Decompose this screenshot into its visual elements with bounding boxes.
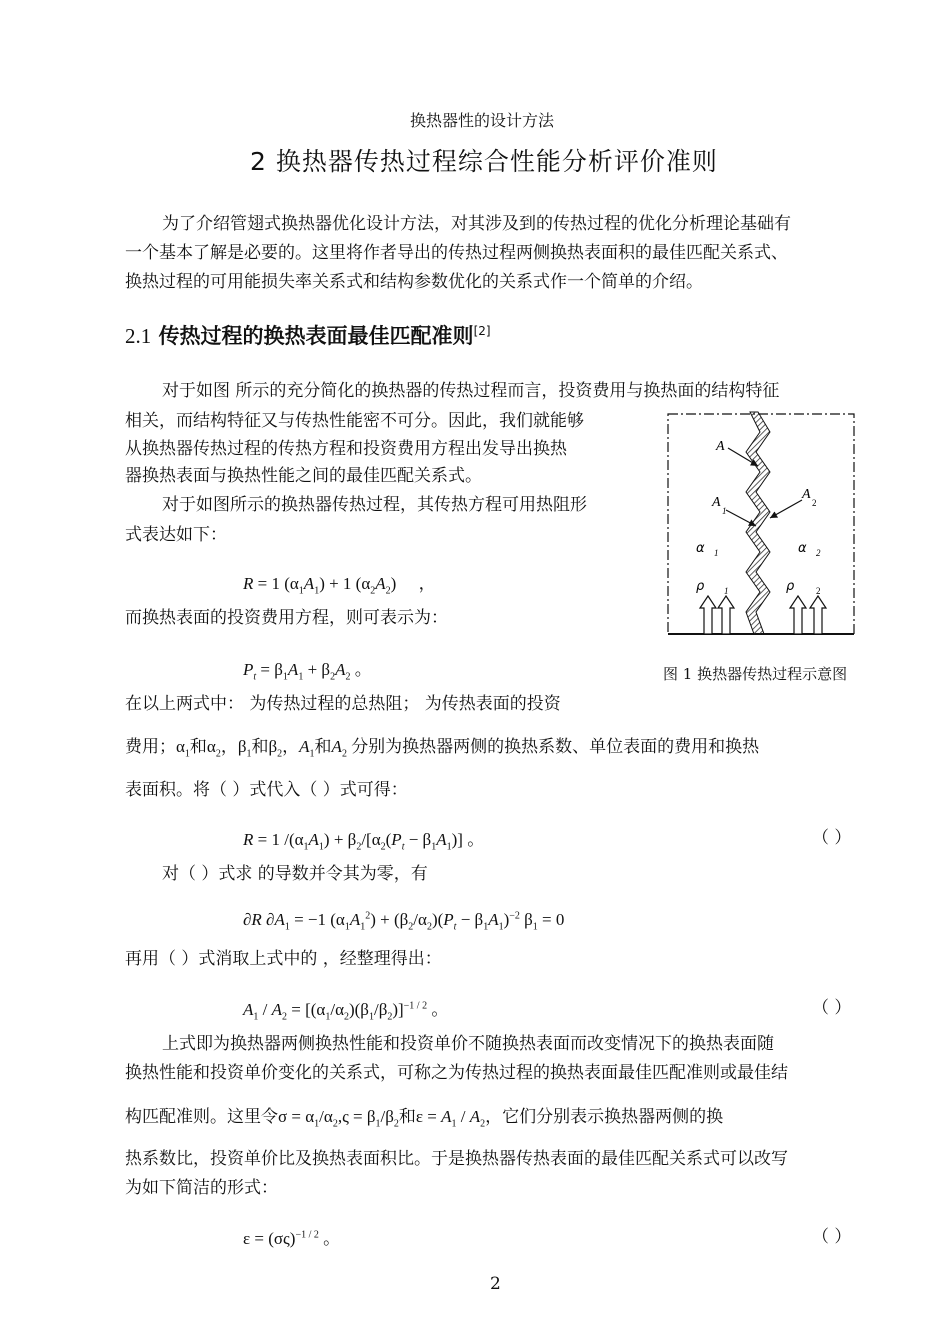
heat-exchanger-diagram <box>666 410 856 638</box>
equation-area-ratio: $A_1 / A_2 = [(\alpha_1/\alpha_2)(\beta_1/\beta_2)]^{-1 / 2}$ 。 <box>243 1000 449 1023</box>
flow-arrow-left-1 <box>700 596 716 634</box>
label-a1: A <box>712 495 721 510</box>
label-alpha1: α <box>696 541 705 556</box>
intro-line-2: 一个基本了解是必要的。这里将作者导出的传热过程两侧换热表面积的最佳匹配关系式、 <box>125 243 788 263</box>
equation-derivative: ∂R $\partial A_1 = -1$ $(\alpha_1A_1^2) + (\beta_2/\alpha_2)(P_t - \beta_1A_1)^{-2}$ $\beta_1 = 0$ <box>243 910 565 933</box>
page-number: 2 <box>490 1274 501 1294</box>
equation-investment: $P_t = \beta_1A_1 + \beta_2A_2$ 。 <box>243 660 372 683</box>
para1-line-2: 相关，而结构特征又与传热性能密不可分。因此，我们就能够 <box>125 411 584 431</box>
label-alpha2: α <box>798 541 807 556</box>
intro-line-3: 换热过程的可用能损失率关系式和结构参数优化的关系式作一个简单的介绍。 <box>125 272 703 292</box>
label-alpha1-sub: 1 <box>714 548 719 558</box>
para2-line-1: 对于如图所示的换热器传热过程，其传热方程可用热阻形 <box>162 495 587 515</box>
para2-line-2: 式表达如下： <box>125 525 227 545</box>
para6-line-4: 热系数比，投资单价比及换热表面积比。于是换热器传热表面的最佳匹配关系式可以改写 <box>125 1149 788 1169</box>
label-rho1-sub: 1 <box>724 586 729 596</box>
figure-caption: 图 1 换热器传热过程示意图 <box>663 665 848 683</box>
para5: 再用（ ）式消取上式中的 ，经整理得出： <box>125 949 442 969</box>
label-a2-sub: 2 <box>812 498 817 508</box>
label-a1-sub: 1 <box>722 506 727 516</box>
para6-line-2: 换热性能和投资单价变化的关系式，可称之为传热过程的换热表面最佳匹配准则或最佳结 <box>125 1063 788 1083</box>
heat-exchanger-figure <box>666 410 856 638</box>
running-header: 换热器性的设计方法 <box>410 111 555 130</box>
chapter-title: 2 换热器传热过程综合性能分析评价准则 <box>250 147 718 176</box>
investment-equation-intro: 而换热表面的投资费用方程，则可表示为： <box>125 608 448 628</box>
para6-line-3: 构匹配准则。这里令$\sigma = \alpha_1/\alpha_2,\varsigma = \beta_1/\beta_2$和$\varepsilon = A_1 / A_2$，它们分别表示换热器两侧的换 <box>125 1107 724 1130</box>
equation-thermal-resistance: R = 1 $(\alpha_1A_1) + 1$ $(\alpha_2A_2)$ ， <box>243 574 436 597</box>
flow-arrow-left-2 <box>718 596 734 634</box>
label-rho2: ρ <box>786 579 795 594</box>
para6-line-1: 上式即为换热器两侧换热性能和投资单价不随换热表面而改变情况下的换热表面随 <box>162 1034 774 1054</box>
equation-6-number: （ ） <box>812 1227 852 1247</box>
section-title: 传热过程的换热表面最佳匹配准则 <box>158 324 474 348</box>
equation-5-number: （ ） <box>812 998 852 1018</box>
para3-line-1: 在以上两式中： 为传热过程的总热阻； 为传热表面的投资 <box>125 694 561 714</box>
para3-line-3: 表面积。将（ ）式代入（ ）式可得： <box>125 780 408 800</box>
label-rho1: ρ <box>696 579 705 594</box>
para1-line-4: 器换热表面与换热性能之间的最佳匹配关系式。 <box>125 466 482 486</box>
flow-arrow-right-1 <box>790 596 806 634</box>
section-number: 2.1 <box>125 324 152 348</box>
para1-line-3: 从换热器传热过程的传热方程和投资费用方程出发导出换热 <box>125 439 567 459</box>
section-reference: [2] <box>473 324 491 338</box>
para4: 对（ ）式求 的导数并令其为零，有 <box>162 864 428 884</box>
equation-substituted: R = 1 $/(\alpha_1A_1) + \beta_2/[\alpha_2(P_t - \beta_1A_1)]$ 。 <box>243 830 485 853</box>
intro-line-1: 为了介绍管翅式换热器优化设计方法，对其涉及到的传热过程的优化分析理论基础有 <box>162 214 791 234</box>
equation-compact: $\varepsilon = (\sigma\varsigma)^{-1 / 2}$ 。 <box>243 1229 341 1248</box>
para1-line-1: 对于如图 所示的充分简化的换热器的传热过程而言，投资费用与换热面的结构特征 <box>162 381 780 401</box>
arrow-a2 <box>770 500 802 518</box>
para3-line-2: 费用；$\alpha_1$和$\alpha_2$，$\beta_1$和$\beta_2$，$A_1$和$A_2$ 分别为换热器两侧的换热系数、单位表面的费用和换热 <box>125 737 760 760</box>
flow-arrow-right-2 <box>810 596 826 634</box>
label-alpha2-sub: 2 <box>816 548 821 558</box>
label-a2: A <box>802 487 811 502</box>
arrow-a1 <box>726 510 756 526</box>
section-heading <box>125 320 491 350</box>
label-rho2-sub: 2 <box>816 586 821 596</box>
equation-3-number: （ ） <box>812 828 852 848</box>
para6-line-5: 为如下简洁的形式： <box>125 1178 278 1198</box>
label-a: A <box>716 439 725 454</box>
